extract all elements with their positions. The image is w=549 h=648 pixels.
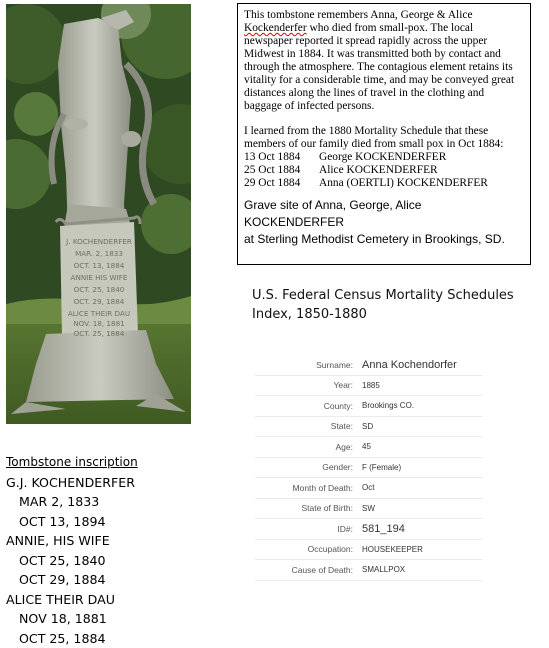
record-value: 1885 bbox=[353, 381, 380, 390]
record-label: Occupation: bbox=[255, 544, 353, 554]
record-label: State: bbox=[255, 421, 353, 431]
record-label: Cause of Death: bbox=[255, 565, 353, 575]
record-row-state-of-birth bbox=[255, 499, 483, 520]
record-label: Age: bbox=[255, 442, 353, 452]
death-date: 13 Oct 1884 bbox=[244, 151, 319, 164]
record-row-year bbox=[255, 376, 483, 397]
record-row-gender bbox=[255, 458, 483, 479]
record-value: Oct bbox=[353, 483, 374, 492]
record-row-age bbox=[255, 437, 483, 458]
record-label: State of Birth: bbox=[255, 503, 353, 513]
grave-line: at Sterling Methodist Cemetery in Brookings, SD. bbox=[244, 231, 524, 248]
death-name: Alice KOCKENDERFER bbox=[319, 164, 438, 177]
paragraph-gap bbox=[244, 113, 524, 125]
record-value: 45 bbox=[353, 442, 371, 451]
death-name: George KOCKENDERFER bbox=[319, 151, 446, 164]
record-label: County: bbox=[255, 401, 353, 411]
record-row-id bbox=[255, 519, 483, 540]
note-text: This tombstone remembers Anna, George & Alice bbox=[244, 9, 473, 21]
death-entry bbox=[244, 151, 524, 164]
record-row-cause-of-death bbox=[255, 560, 483, 581]
tombstone-inscription bbox=[6, 453, 226, 648]
tablet-line: OCT. 13, 1884 bbox=[74, 261, 125, 270]
death-entry bbox=[244, 177, 524, 190]
record-label: Surname: bbox=[255, 360, 353, 370]
tablet-engraving bbox=[65, 237, 132, 338]
census-title-line: Index, 1850-1880 bbox=[252, 305, 542, 324]
inscription-line: MAR 2, 1833 bbox=[6, 492, 226, 512]
record-label: Month of Death: bbox=[255, 483, 353, 493]
record-value: SMALLPOX bbox=[353, 565, 405, 574]
tablet-line: MAR. 2, 1833 bbox=[75, 249, 123, 258]
record-row-occupation bbox=[255, 540, 483, 561]
tablet-line: ANNIE HIS WIFE bbox=[71, 273, 128, 282]
note-box bbox=[237, 3, 531, 265]
census-title bbox=[252, 286, 542, 324]
tablet-line: J. KOCHENDERFER bbox=[65, 237, 132, 246]
record-label: ID#: bbox=[255, 524, 353, 534]
record-row-month-of-death bbox=[255, 478, 483, 499]
record-value: 581_194 bbox=[353, 523, 405, 535]
tablet-line: OCT. 25, 1840 bbox=[74, 285, 125, 294]
census-title-line: U.S. Federal Census Mortality Schedules bbox=[252, 286, 542, 305]
death-entry bbox=[244, 164, 524, 177]
tombstone-photo bbox=[6, 4, 191, 424]
death-date: 29 Oct 1884 bbox=[244, 177, 319, 190]
record-value: F (Female) bbox=[353, 463, 401, 472]
note-text: who died from small-pox. The local newspaper reported it spread rapidly across the upper Midwest in 1884. It was transmitted both by contact and through the atmosphere. The contagious element retains its vitality for a considerable time, and may be conveyed great distances along the lines of travel in the clothing and baggage of infected persons. bbox=[244, 22, 514, 112]
grave-line: Grave site of Anna, George, Alice KOCKENDERFER bbox=[244, 197, 524, 231]
tablet-line: OCT. 25, 1884 bbox=[74, 329, 125, 338]
record-value: Brookings CO. bbox=[353, 401, 414, 410]
grave-site-caption bbox=[244, 197, 524, 248]
record-value: Anna Kochendorfer bbox=[353, 359, 457, 371]
tablet-line: ALICE THEIR DAU bbox=[68, 309, 130, 318]
tablet-line: NOV. 18, 1881 bbox=[73, 319, 124, 328]
inscription-line: OCT 25, 1884 bbox=[6, 629, 226, 648]
inscription-line: OCT 29, 1884 bbox=[6, 570, 226, 590]
inscription-line: ANNIE, HIS WIFE bbox=[6, 531, 226, 551]
inscription-heading: Tombstone inscription bbox=[6, 453, 226, 473]
record-value: SD bbox=[353, 422, 373, 431]
tablet-line: OCT. 29, 1884 bbox=[74, 297, 125, 306]
record-row-surname bbox=[255, 355, 483, 376]
record-label: Year: bbox=[255, 380, 353, 390]
record-value: SW bbox=[353, 504, 375, 513]
note-paragraph-1 bbox=[244, 9, 524, 113]
inscription-line: NOV 18, 1881 bbox=[6, 609, 226, 629]
record-label: Gender: bbox=[255, 462, 353, 472]
inscription-line: OCT 13, 1894 bbox=[6, 512, 226, 532]
note-paragraph-2: I learned from the 1880 Mortality Schedule that these members of our family died from small pox in Oct 1884: bbox=[244, 125, 524, 151]
death-name: Anna (OERTLI) KOCKENDERFER bbox=[319, 177, 488, 190]
tombstone-illustration bbox=[6, 4, 191, 424]
record-value: HOUSEKEEPER bbox=[353, 545, 423, 554]
death-date: 25 Oct 1884 bbox=[244, 164, 319, 177]
inscription-line: ALICE THEIR DAU bbox=[6, 590, 226, 610]
inscription-line: G.J. KOCHENDERFER bbox=[6, 473, 226, 493]
census-record bbox=[255, 355, 483, 581]
record-row-state bbox=[255, 417, 483, 438]
record-row-county bbox=[255, 396, 483, 417]
misspelled-word: Kockenderfer bbox=[244, 22, 307, 34]
inscription-line: OCT 25, 1840 bbox=[6, 551, 226, 571]
